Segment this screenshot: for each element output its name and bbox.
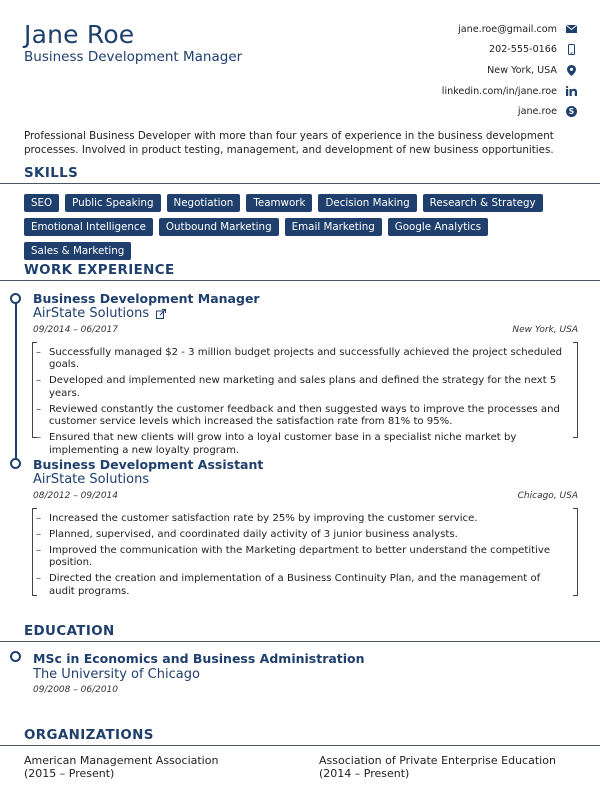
skill-tag: Teamwork bbox=[246, 194, 312, 212]
job-title: Business Development Assistant bbox=[33, 457, 264, 472]
achievement-item: – Planned, supervised, and coordinated daily activity of 3 junior business analysts. bbox=[49, 529, 568, 541]
contact-skype[interactable] bbox=[338, 101, 578, 122]
organization-item bbox=[319, 755, 556, 780]
bracket-right bbox=[573, 342, 578, 438]
skill-tag: Google Analytics bbox=[388, 218, 488, 236]
skills-heading: SKILLS bbox=[24, 166, 79, 181]
skills-divider bbox=[0, 183, 600, 184]
work-experience-divider bbox=[0, 280, 600, 281]
education-divider bbox=[0, 641, 600, 642]
contact-linkedin[interactable] bbox=[338, 81, 578, 102]
achievement-item: – Directed the creation and implementation of a Business Continuity Plan, and the management of audit programs. bbox=[49, 573, 568, 598]
contact-phone[interactable] bbox=[338, 40, 578, 61]
organization-period: (2014 – Present) bbox=[319, 766, 410, 780]
achievement-item: – Ensured that new clients will grow into a loyal customer base in a specialist niche market by implementing a new loyalty program. bbox=[49, 432, 568, 457]
job-title: Business Development Manager bbox=[33, 291, 260, 306]
contact-phone-text: 202-555-0166 bbox=[489, 44, 557, 56]
contact-list bbox=[338, 19, 578, 122]
bracket-right bbox=[573, 508, 578, 596]
timeline-dot bbox=[10, 651, 21, 662]
contact-linkedin-text: linkedin.com/in/jane.roe bbox=[441, 85, 557, 97]
contact-email-text: jane.roe@gmail.com bbox=[458, 23, 557, 35]
timeline-line bbox=[15, 302, 17, 460]
contact-location bbox=[338, 60, 578, 81]
skill-tag: Emotional Intelligence bbox=[24, 218, 153, 236]
achievement-item: – Developed and implemented new marketing and sales plans and defined the strategy for the next 5 years. bbox=[49, 375, 568, 400]
organization-item bbox=[24, 755, 218, 780]
organizations-heading: ORGANIZATIONS bbox=[24, 728, 154, 743]
job-company[interactable] bbox=[33, 306, 166, 321]
candidate-name: Jane Roe bbox=[24, 20, 135, 49]
job-location: New York, USA bbox=[512, 325, 578, 335]
profile-summary: Professional Business Developer with more than four years of experience in the business development processes. Involved in product testing, management, and development of new business opportunities. bbox=[24, 130, 554, 156]
job-dates: 08/2012 – 09/2014 bbox=[33, 491, 118, 501]
achievement-item: – Successfully managed $2 - 3 million budget projects and successfully achieved the project scheduled goals. bbox=[49, 347, 568, 372]
organization-period: (2015 – Present) bbox=[24, 766, 115, 780]
education-school: The University of Chicago bbox=[33, 667, 200, 682]
achievement-item: – Reviewed constantly the customer feedback and then suggested ways to improve the processes and customer service levels which increased the satisfaction rate from 81% to 95%. bbox=[49, 404, 568, 429]
skill-tag: Negotiation bbox=[167, 194, 241, 212]
skill-tag: Public Speaking bbox=[65, 194, 160, 212]
skill-tag: Sales & Marketing bbox=[24, 242, 131, 260]
skill-tag: Decision Making bbox=[318, 194, 416, 212]
contact-skype-text: jane.roe bbox=[517, 106, 557, 118]
skype-icon bbox=[564, 106, 578, 117]
skill-tag: Email Marketing bbox=[285, 218, 382, 236]
education-dates: 09/2008 – 06/2010 bbox=[33, 685, 118, 695]
skill-tag: Research & Strategy bbox=[423, 194, 543, 212]
skills-list bbox=[24, 194, 584, 266]
education-heading: EDUCATION bbox=[24, 624, 115, 639]
achievement-item: – Improved the communication with the Marketing department to better understand the competitive position. bbox=[49, 545, 568, 570]
organizations-divider bbox=[0, 745, 600, 746]
job-location: Chicago, USA bbox=[517, 491, 578, 501]
location-pin-icon bbox=[564, 65, 578, 76]
external-link-icon[interactable] bbox=[156, 309, 166, 319]
contact-location-text: New York, USA bbox=[487, 64, 557, 76]
contact-email[interactable] bbox=[338, 19, 578, 40]
work-experience-heading: WORK EXPERIENCE bbox=[24, 263, 175, 278]
education-degree: MSc in Economics and Business Administration bbox=[33, 651, 365, 666]
skill-tag: SEO bbox=[24, 194, 59, 212]
organization-name: Association of Private Enterprise Education bbox=[319, 754, 556, 767]
job-dates: 09/2014 – 06/2017 bbox=[33, 325, 118, 335]
timeline-dot bbox=[10, 458, 21, 469]
job-achievements bbox=[32, 342, 578, 456]
job-company bbox=[33, 472, 149, 487]
company-name: AirState Solutions bbox=[33, 472, 150, 487]
envelope-icon bbox=[564, 25, 578, 33]
job-achievements bbox=[32, 508, 578, 596]
organization-name: American Management Association bbox=[24, 754, 219, 767]
company-name: AirState Solutions bbox=[33, 306, 150, 321]
candidate-title: Business Development Manager bbox=[24, 49, 243, 65]
svg-text:S: S bbox=[568, 107, 574, 117]
achievement-item: – Increased the customer satisfaction rate by 25% by improving the customer service. bbox=[49, 513, 568, 525]
timeline-dot bbox=[10, 293, 21, 304]
skill-tag: Outbound Marketing bbox=[159, 218, 279, 236]
phone-icon bbox=[564, 44, 578, 55]
linkedin-icon bbox=[564, 86, 578, 96]
